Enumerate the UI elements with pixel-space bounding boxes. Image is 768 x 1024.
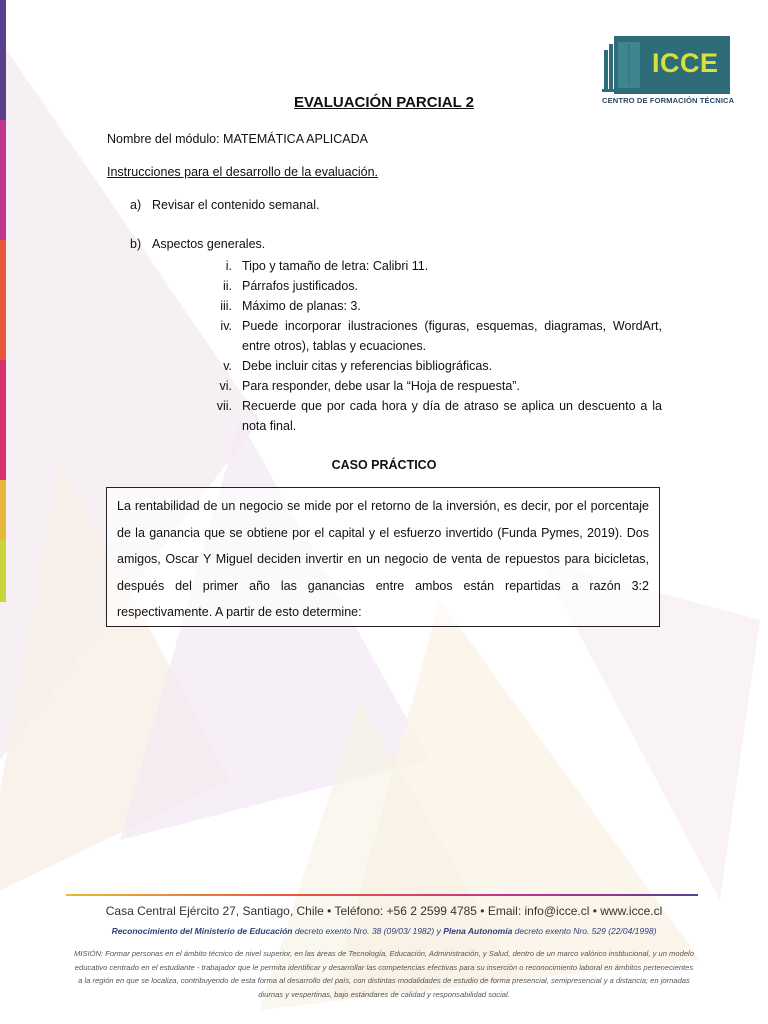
footer-mission: MISIÓN: Formar personas en el ámbito técnico de nivel superior, en las áreas de Tecnología, Educación, Administración, y Salud, dentro de un marco valórico institucional, y un modelo educativo centrado en el estudiante - trabajador que le permita identificar y desarrollar las competencias efectivas para su inserción o reconocimiento laboral en ámbitos pertenecientes a la región en que se localiza, contribuyendo de esta forma al desarrollo del país, con distintas modalidades de estudio de forma presencial, semipresencial y a distancia; en jornadas diurnas y vespertinas, bajo estándares de calidad y responsabilidad social. — [74, 949, 694, 999]
recognition-decree-2: decreto exento Nro. 529 (22/04/1998) — [512, 926, 657, 936]
instructions-heading: Instrucciones para el desarrollo de la evaluación. — [107, 165, 378, 179]
recognition-autonomy: Plena Autonomía — [443, 926, 513, 936]
footer-divider — [66, 894, 698, 896]
list-numeral: ii. — [222, 279, 232, 293]
logo-wordmark: ICCE — [652, 48, 719, 78]
list-numeral: vi. — [219, 379, 232, 393]
list-item: Máximo de planas: 3. — [242, 299, 361, 313]
recognition-ministry: Reconocimiento del Ministerio de Educación — [111, 926, 293, 936]
logo-subtitle: CENTRO DE FORMACIÓN TÉCNICA — [602, 96, 735, 105]
case-heading: CASO PRÁCTICO — [331, 458, 437, 472]
section-text: Revisar el contenido semanal. — [152, 198, 320, 212]
footer-recognition — [0, 926, 768, 936]
page-title: EVALUACIÓN PARCIAL 2 — [293, 94, 474, 111]
footer-contact: Casa Central Ejército 27, Santiago, Chile • Teléfono: +56 2 2599 4785 • Email: info@icce.cl • www.icce.cl — [105, 904, 663, 918]
list-numeral: v. — [223, 359, 232, 373]
recognition-decree-1: decreto exento Nro. 38 (09/03/ 1982) y — [292, 926, 444, 936]
list-item: Párrafos justificados. — [242, 279, 359, 293]
section-text: Aspectos generales. — [152, 237, 266, 251]
list-item: Tipo y tamaño de letra: Calibri 11. — [242, 259, 429, 273]
list-item: Puede incorporar ilustraciones (figuras, esquemas, diagramas, WordArt, entre otros), tablas y ecuaciones. — [242, 319, 662, 353]
section-marker: a) — [130, 198, 142, 212]
list-item: Recuerde que por cada hora y día de atraso se aplica un descuento a la nota final. — [242, 399, 662, 433]
list-numeral: iv. — [220, 319, 232, 333]
section-marker: b) — [130, 237, 142, 251]
case-text-box: La rentabilidad de un negocio se mide por el retorno de la inversión, es decir, por el porcentaje de la ganancia que se obtiene por el capital y el esfuerzo invertido (Funda Pymes, 2019). Dos amigos, Oscar Y Miguel deciden invertir en un negocio de venta de repuestos para bicicletas, después del primer año las ganancias entre ambos están repartidas a razón 3:2 respectivamente. A partir de esto determine: — [106, 487, 660, 627]
list-item: Debe incluir citas y referencias bibliográficas. — [242, 359, 493, 373]
list-numeral: vii. — [216, 399, 232, 413]
list-numeral: i. — [225, 259, 232, 273]
module-name: Nombre del módulo: MATEMÁTICA APLICADA — [107, 132, 368, 146]
list-item: Para responder, debe usar la “Hoja de respuesta”. — [242, 379, 520, 393]
list-numeral: iii. — [220, 299, 232, 313]
